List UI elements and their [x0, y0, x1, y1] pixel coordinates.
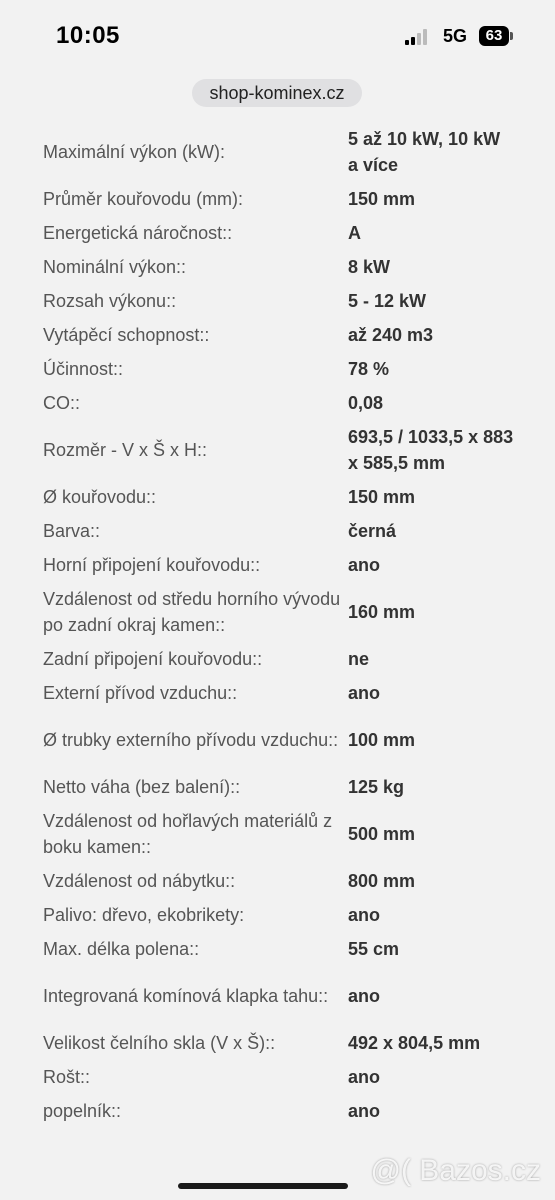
spec-label: Ø trubky externího přívodu vzduchu::	[43, 730, 339, 750]
table-row	[0, 770, 555, 804]
table-row	[0, 122, 555, 182]
table-row	[0, 352, 555, 386]
spec-value: 160 mm	[348, 602, 416, 622]
spec-value: 5 až 10 kW, 10 kW a více	[348, 129, 501, 175]
table-row	[0, 480, 555, 514]
spec-label: Netto váha (bez balení)::	[43, 777, 241, 797]
spec-label: Externí přívod vzduchu::	[43, 683, 238, 703]
spec-value: 693,5 / 1033,5 x 883 x 585,5 mm	[348, 427, 514, 473]
table-row	[0, 864, 555, 898]
spec-label: Palivo: dřevo, ekobrikety:	[43, 905, 245, 925]
spec-label: Rozměr - V x Š x H::	[43, 440, 208, 460]
spec-label: Barva::	[43, 521, 101, 541]
table-row	[0, 898, 555, 932]
spec-label: Max. délka polena::	[43, 939, 200, 959]
status-time: 10:05	[56, 22, 120, 49]
table-row	[0, 1060, 555, 1094]
table-row	[0, 548, 555, 582]
spec-value: 492 x 804,5 mm	[348, 1033, 481, 1053]
table-row	[0, 514, 555, 548]
spec-label: Rošt::	[43, 1067, 91, 1087]
watermark-logo: @( Bazos.cz	[370, 1154, 541, 1187]
spec-label: Horní připojení kouřovodu::	[43, 555, 261, 575]
spec-label: Maximální výkon (kW):	[43, 142, 226, 162]
spec-label: Velikost čelního skla (V x Š)::	[43, 1033, 276, 1053]
spec-label: Účinnost::	[43, 359, 124, 379]
spec-label: Zadní připojení kouřovodu::	[43, 649, 263, 669]
spec-value: až 240 m3	[348, 325, 434, 345]
spec-value: 5 - 12 kW	[348, 291, 427, 311]
table-row	[0, 710, 555, 770]
spec-value: černá	[348, 521, 397, 541]
spec-value: ano	[348, 1101, 381, 1121]
signal-icon	[405, 29, 431, 45]
table-row	[0, 1094, 555, 1128]
spec-label: CO::	[43, 393, 81, 413]
spec-value: ano	[348, 683, 381, 703]
spec-label: Ø kouřovodu::	[43, 487, 157, 507]
table-row	[0, 420, 555, 480]
table-row	[0, 932, 555, 966]
spec-label: Energetická náročnost::	[43, 223, 233, 243]
spec-label: Vytápěcí schopnost::	[43, 325, 210, 345]
spec-value: 125 kg	[348, 777, 405, 797]
spec-value: 500 mm	[348, 824, 416, 844]
spec-label: Vzdálenost od hořlavých materiálů z boku kamen::	[43, 811, 333, 857]
spec-value: 8 kW	[348, 257, 391, 277]
spec-label: Vzdálenost od nábytku::	[43, 871, 236, 891]
address-bar[interactable]: shop-kominex.cz	[192, 79, 362, 107]
table-row	[0, 216, 555, 250]
spec-value: ne	[348, 649, 370, 669]
spec-table	[0, 122, 555, 1128]
table-row	[0, 386, 555, 420]
table-row	[0, 966, 555, 1026]
table-row	[0, 1026, 555, 1060]
battery-icon: 63	[479, 26, 509, 46]
spec-label: Nominální výkon::	[43, 257, 187, 277]
spec-value: 55 cm	[348, 939, 400, 959]
spec-label: Vzdálenost od středu horního vývodu po zadní okraj kamen::	[43, 589, 341, 635]
spec-value: 78 %	[348, 359, 390, 379]
table-row	[0, 318, 555, 352]
table-row	[0, 642, 555, 676]
spec-value: 150 mm	[348, 189, 416, 209]
spec-value: 150 mm	[348, 487, 416, 507]
table-row	[0, 676, 555, 710]
spec-value: 800 mm	[348, 871, 416, 891]
status-bar	[0, 0, 555, 70]
table-row	[0, 250, 555, 284]
network-label: 5G	[443, 26, 468, 46]
table-row	[0, 284, 555, 318]
spec-value: A	[348, 223, 361, 243]
spec-value: 0,08	[348, 393, 384, 413]
spec-value: ano	[348, 1067, 381, 1087]
table-row	[0, 804, 555, 864]
spec-label: Rozsah výkonu::	[43, 291, 177, 311]
spec-label: popelník::	[43, 1101, 122, 1121]
spec-value: 100 mm	[348, 730, 416, 750]
home-indicator[interactable]	[178, 1183, 348, 1189]
table-row	[0, 582, 555, 642]
spec-value: ano	[348, 555, 381, 575]
spec-value: ano	[348, 905, 381, 925]
table-row	[0, 182, 555, 216]
spec-value: ano	[348, 986, 381, 1006]
spec-label: Integrovaná komínová klapka tahu::	[43, 986, 329, 1006]
spec-label: Průměr kouřovodu (mm):	[43, 189, 244, 209]
